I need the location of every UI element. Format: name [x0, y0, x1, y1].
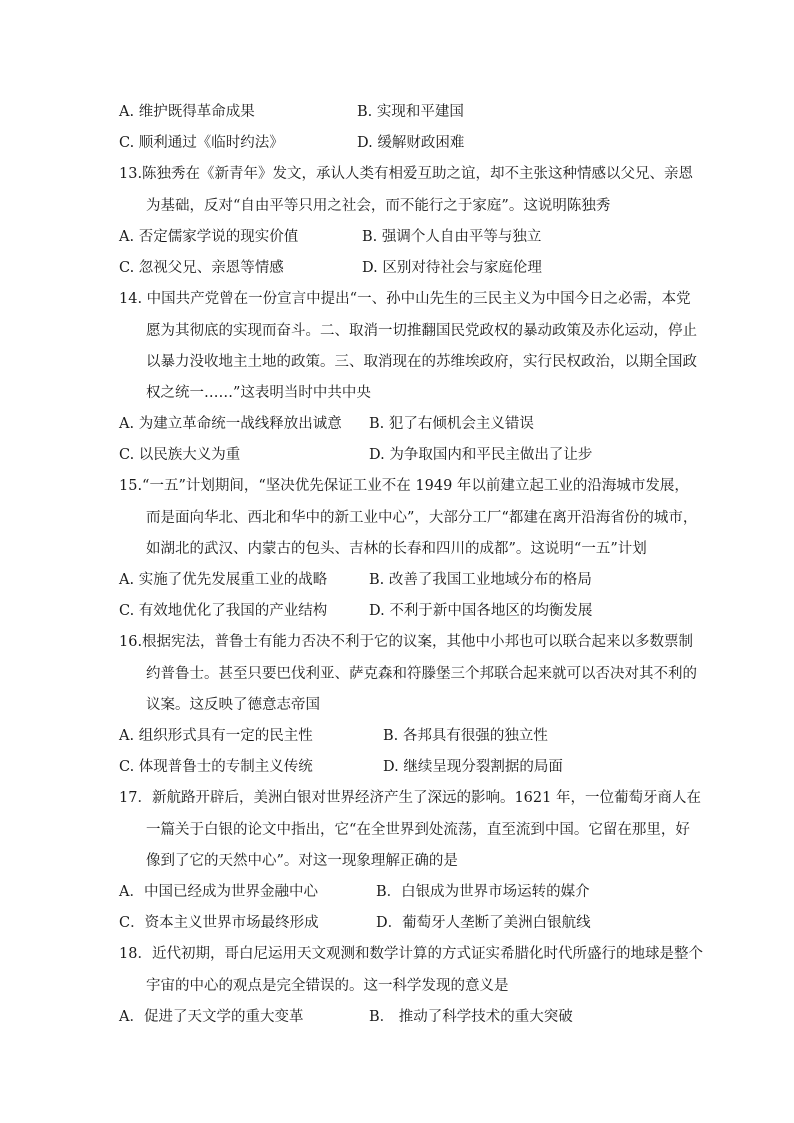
- q12-option-c: C. 顺利通过《临时约法》: [119, 135, 284, 151]
- q14-stem-line-3: 以暴力没收地主土地的政策。三、取消现在的苏维埃政府，实行民权政治，以期全国政: [146, 354, 697, 370]
- q15-option-c: C. 有效地优化了我国的产业结构: [119, 603, 328, 619]
- q18-option-a: A．促进了天文学的重大变革: [119, 1009, 304, 1025]
- q12-option-a: A. 维护既得革命成果: [119, 104, 255, 120]
- q15-stem-line-2: 而是面向华北、西北和华中的新工业中心”，大部分工厂“都建在离开沿海省份的城市，: [146, 510, 698, 526]
- q13-option-c: C. 忽视父兄、亲恩等情感: [119, 260, 284, 276]
- q15-option-a: A. 实施了优先发展重工业的战略: [119, 572, 328, 588]
- q16-option-d: D. 继续呈现分裂割据的局面: [383, 759, 563, 775]
- q14-option-d: D. 为争取国内和平民主做出了让步: [369, 447, 593, 463]
- q17-option-d: D．葡萄牙人垄断了美洲白银航线: [376, 915, 591, 931]
- q16-option-b: B. 各邦具有很强的独立性: [383, 728, 548, 744]
- q14-stem-line-1: 14. 中国共产党曾在一份宣言中提出“一、孙中山先生的三民主义为中国今日之必需，本党: [119, 291, 691, 307]
- q15-option-b: B. 改善了我国工业地域分布的格局: [369, 572, 592, 588]
- q13-option-b: B. 强调个人自由平等与独立: [362, 229, 542, 245]
- q12-option-b: B. 实现和平建国: [357, 104, 464, 120]
- q18-stem-line-2: 宇宙的中心的观点是完全错误的。这一科学发现的意义是: [146, 978, 509, 994]
- q16-option-a: A. 组织形式具有一定的民主性: [119, 728, 313, 744]
- q15-stem-line-3: 如湖北的武汉、内蒙古的包头、吉林的长春和四川的成都”。这说明“一五”计划: [146, 541, 647, 557]
- q14-option-a: A. 为建立革命统一战线释放出诚意: [119, 416, 342, 432]
- q18-stem-line-1: 18．近代初期，哥白尼运用天文观测和数学计算的方式证实希腊化时代所盛行的地球是整个: [119, 946, 703, 962]
- q14-stem-line-4: 权之统一……”这表明当时中共中央: [146, 385, 371, 401]
- q17-stem-line-1: 17．新航路开辟后，美洲白银对世界经济产生了深远的影响。1621 年，一位葡萄牙商人在: [119, 790, 701, 806]
- q18-option-b: B． 推动了科学技术的重大突破: [369, 1009, 573, 1025]
- q17-option-a: A．中国已经成为世界金融中心: [119, 884, 318, 900]
- q13-option-a: A. 否定儒家学说的现实价值: [119, 229, 299, 245]
- q13-stem-line-1: 13.陈独秀在《新青年》发文，承认人类有相爱互助之谊，却不主张这种情感以父兄、亲恩: [119, 166, 694, 182]
- q17-option-b: B．白银成为世界市场运转的媒介: [376, 884, 590, 900]
- q17-option-c: C．资本主义世界市场最终形成: [119, 915, 319, 931]
- q13-option-d: D. 区别对待社会与家庭伦理: [362, 260, 542, 276]
- q13-stem-line-2: 为基础，反对“自由平等只用之社会，而不能行之于家庭”。这说明陈独秀: [146, 198, 611, 214]
- q15-stem-line-1: 15.“一五”计划期间，“坚决优先保证工业不在 1949 年以前建立起工业的沿海城市发展，: [119, 478, 689, 494]
- q16-option-c: C. 体现普鲁士的专制主义传统: [119, 759, 313, 775]
- q14-stem-line-2: 愿为其彻底的实现而奋斗。二、取消一切推翻国民党政权的暴动政策及赤化运动，停止: [146, 323, 697, 339]
- q14-option-b: B. 犯了右倾机会主义错误: [369, 416, 534, 432]
- q12-option-d: D. 缓解财政困难: [357, 135, 465, 151]
- q16-stem-line-1: 16.根据宪法，普鲁士有能力否决不利于它的议案，其他中小邦也可以联合起来以多数票制: [119, 634, 694, 650]
- q15-option-d: D. 不利于新中国各地区的均衡发展: [369, 603, 593, 619]
- q14-option-c: C. 以民族大义为重: [119, 447, 241, 463]
- q17-stem-line-3: 像到了它的天然中心”。对这一现象理解正确的是: [146, 853, 458, 869]
- q17-stem-line-2: 一篇关于白银的论文中指出，它“在全世界到处流荡，直至流到中国。它留在那里，好: [146, 822, 690, 838]
- q16-stem-line-2: 约普鲁士。甚至只要巴伐利亚、萨克森和符滕堡三个邦联合起来就可以否决对其不利的: [146, 666, 697, 682]
- q16-stem-line-3: 议案。这反映了德意志帝国: [146, 697, 320, 713]
